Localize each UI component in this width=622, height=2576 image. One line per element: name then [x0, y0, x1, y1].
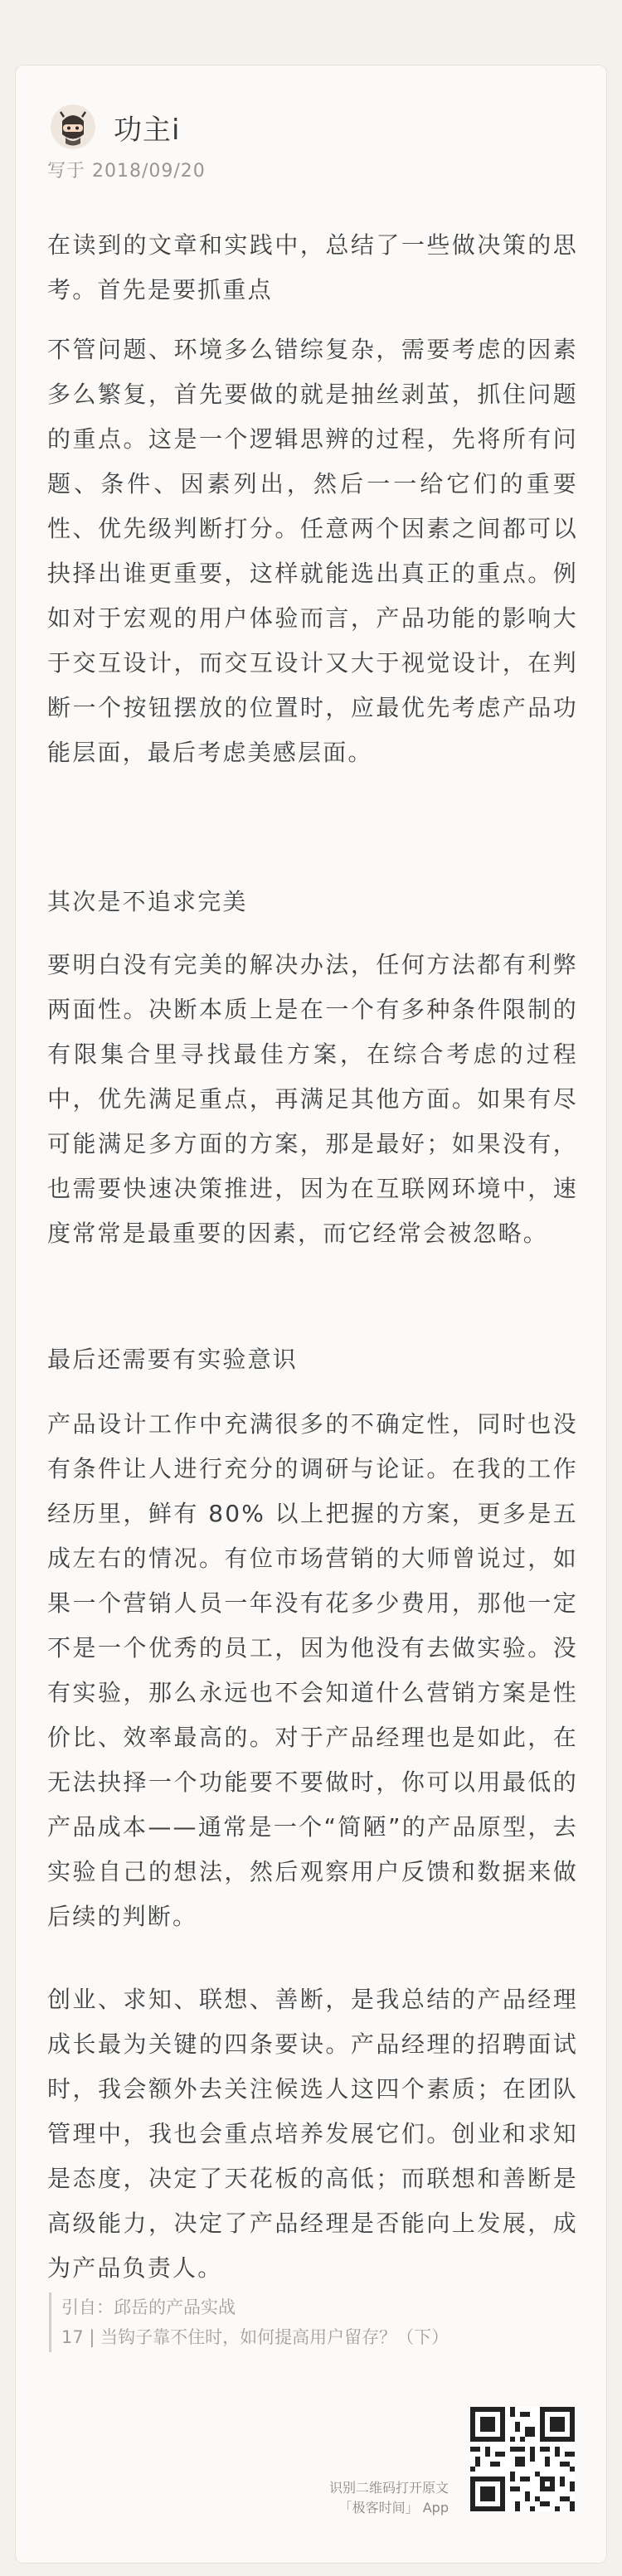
author-row: [51, 100, 180, 153]
paragraph-key-point: 不管问题、环境多么错综复杂，需要考虑的因素多么繁复，首先要做的就是抽丝剥茧，抓住问题的重点。这是一个逻辑思辨的过程，先将所有问题、条件、因素列出，然后一一给它们的重要性、优先级判断打分。任意两个因素之间都可以抉择出谁更重要，这样就能选出真正的重点。例如对于宏观的用户体验而言，产品功能的影响大于交互设计，而交互设计又大于视觉设计，在判断一个按钮摆放的位置时，应最优先考虑产品功能层面，最后考虑美感层面。: [47, 336, 578, 766]
note-card: [15, 65, 607, 2564]
paragraph-summary: 创业、求知、联想、善断，是我总结的产品经理成长最为关键的四条要诀。产品经理的招聘面试时，我会额外去关注候选人这四个素质；在团队管理中，我也会重点培养发展它们。创业和求知是态度，决定了天花板的高低；而联想和善断是高级能力，决定了产品经理是否能向上发展，成为产品负责人。: [47, 1986, 578, 2282]
citation-source: 引自：邱岳的产品实战: [61, 2297, 236, 2317]
citation-chapter[interactable]: 17 | 当钩子靠不住时，如何提高用户留存？（下）: [61, 2327, 449, 2347]
qr-hint-line-1: 识别二维码打开原文: [328, 2480, 449, 2496]
article-content: [47, 223, 578, 2282]
paragraph-intro: 在读到的文章和实践中，总结了一些做决策的思考。首先是要抓重点: [47, 231, 578, 303]
qr-hint: [329, 2478, 449, 2518]
qr-code-icon[interactable]: [470, 2407, 575, 2511]
author-name[interactable]: 功主i: [114, 113, 181, 147]
section-heading-experiment: 最后还需要有实验意识: [47, 1346, 299, 1373]
section-heading-imperfection: 其次是不追求完美: [47, 888, 248, 915]
ninja-avatar-icon[interactable]: [51, 104, 95, 149]
citation-block: [49, 2292, 563, 2352]
paragraph-experiment: 产品设计工作中充满很多的不确定性，同时也没有条件让人进行充分的调研与论证。在我的工作经历里，鲜有 80% 以上把握的方案，更多是五成左右的情况。有位市场营销的大师曾说过，如果一个营销人员一年没有花多少费用，那他一定不是一个优秀的员工，因为他没有去做实验。没有实验，那么永远也不会知道什么营销方案是性价比、效率最高的。对于产品经理也是如此，在无法抉择一个功能要不要做时，你可以用最低的产品成本——通常是一个“简陋”的产品原型，去实验自己的想法，然后观察用户反馈和数据来做后续的判断。: [47, 1410, 578, 1930]
write-date: 写于 2018/09/20: [47, 161, 206, 182]
paragraph-imperfection: 要明白没有完美的解决办法，任何方法都有利弊两面性。决断本质上是在一个有多种条件限制的有限集合里寻找最佳方案，在综合考虑的过程中，优先满足重点，再满足其他方面。如果有尽可能满足多方面的方案，那是最好；如果没有，也需要快速决策推进，因为在互联网环境中，速度常常是最重要的因素，而它经常会被忽略。: [47, 951, 578, 1247]
qr-hint-line-2: 「极客时间」 App: [338, 2500, 449, 2515]
